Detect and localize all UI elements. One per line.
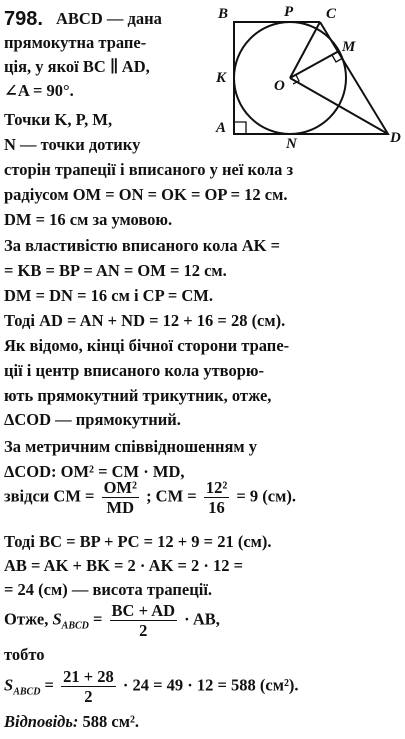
text-line: N — точки дотику [4, 135, 141, 154]
label-o: O [274, 78, 285, 94]
text-line: ΔCOD — прямокутний. [4, 410, 181, 429]
text-line: Як відомо, кінці бічної сторони трапе- [4, 336, 290, 355]
text-line: сторін трапеції і вписаного у неї кола з [4, 160, 294, 179]
text-line: ΔCOD: OM² = CM · MD, [4, 462, 185, 481]
text-line: = KB = BP = AN = OM = 12 см. [4, 261, 227, 280]
problem-number: 798. [4, 8, 43, 30]
label-n: N [286, 136, 297, 150]
text-line: Тоді BC = BP + PC = 12 + 9 = 21 (см). [4, 532, 272, 551]
text-line: ∠A = 90°. [4, 81, 74, 100]
right-angle-a [234, 122, 246, 134]
text-line: Тоді AD = AN + ND = 12 + 16 = 28 (см). [4, 311, 286, 330]
answer-line: Відповідь: 588 см². [4, 712, 140, 731]
label-p: P [284, 4, 294, 20]
text-line: DM = 16 см за умовою. [4, 210, 173, 229]
text-line: За метричним співвідношенням у [4, 437, 258, 456]
text-line: DM = DN = 16 см і CP = CM. [4, 286, 213, 305]
text-line: Точки K, P, M, [4, 110, 113, 129]
label-m: M [342, 39, 356, 55]
text-line: ABCD — дана [56, 9, 162, 28]
label-a: A [216, 120, 227, 136]
text-line: радіусом OM = ON = OK = OP = 12 см. [4, 185, 288, 204]
label-k: K [216, 70, 227, 86]
text-line: прямокутна трапе- [4, 33, 147, 52]
text-line: AB = AK + BK = 2 · AK = 2 · 12 = [4, 556, 244, 575]
trapezoid-figure [212, 2, 402, 150]
text-line: тобто [4, 645, 45, 664]
text-line: ції і центр вписаного кола утворю- [4, 361, 265, 380]
formula-area: Отже, $S_{ABCD}$ = $\frac{BC + AD}{2}$ · AB, [4, 601, 220, 640]
formula-cm: звідси CM = $\frac{\text{OM²}}{MD}$ ; CM = $\frac{\text{12²}}{16}$ = 9 (см). [4, 478, 296, 517]
text-line: = 24 (см) — висота трапеції. [4, 580, 213, 599]
label-b: B [218, 6, 229, 22]
text-line: За властивістю вписаного кола AK = [4, 236, 281, 255]
segment-od [290, 78, 388, 134]
text-line: ють прямокутний трикутник, отже, [4, 386, 272, 405]
label-c: C [326, 6, 337, 22]
text-line: ція, у якої BC ∥ AD, [4, 57, 150, 76]
formula-area-result: $S_{ABCD}$ = $\frac{21 + 28}{2}$ · 24 = 49 · 12 = 588 (см²). [4, 667, 299, 706]
label-d: D [390, 130, 401, 146]
